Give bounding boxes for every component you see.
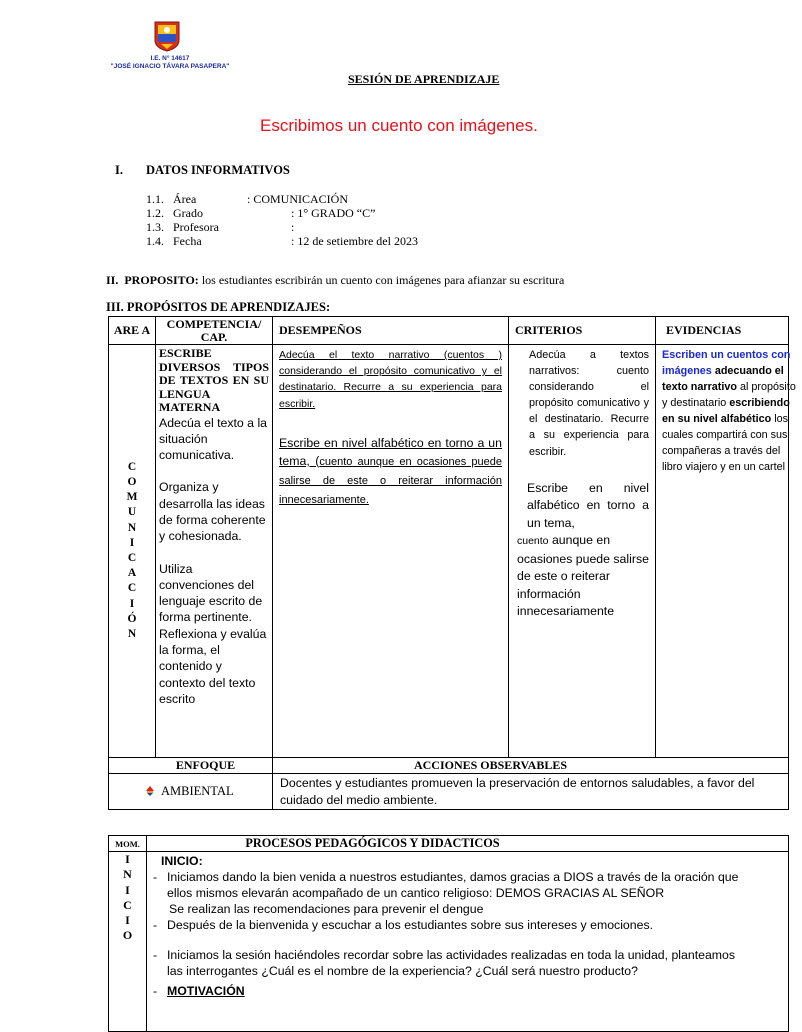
desempenos-cell — [273, 345, 509, 758]
capacidad-2: Organiza y desarrolla las ideas de forma coherente y cohesionada. — [159, 480, 266, 544]
col-evidencias: EVIDENCIAS — [656, 317, 789, 345]
procesos-bullet: - — [153, 918, 158, 932]
area-letter: C — [127, 460, 137, 473]
page-title: SESIÓN DE APRENDIZAJE — [348, 72, 500, 86]
acciones-header: ACCIONES OBSERVABLES — [273, 758, 789, 774]
enfoque-value: AMBIENTAL — [161, 784, 234, 799]
desempeno-2b: cuento aunque en ocasiones puede salirse de este o reiterar información innecesariamente. — [279, 456, 502, 507]
evidencias-text — [662, 347, 802, 475]
procesos-table — [108, 835, 789, 1032]
inicio-label: INICIO: — [161, 854, 203, 868]
capacidad-4: Reflexiona y evalúa la forma, el contenido y contexto del texto escrito — [159, 626, 267, 706]
procesos-line: Iniciamos dando la bien venida a nuestros estudiantes, damos gracias a DIOS a través de la oración que — [167, 870, 739, 884]
area-letter: C — [127, 552, 137, 564]
school-code: I.E. N° 14617 — [150, 55, 190, 62]
mom-letter: O — [122, 928, 133, 943]
datos-label-profesora: Profesora — [173, 220, 219, 234]
session-subtitle: Escribimos un cuento con imágenes. — [260, 116, 538, 135]
area-letter: C — [127, 582, 137, 595]
col-desempenos: DESEMPEÑOS — [273, 317, 509, 345]
datos-value-fecha: : 12 de setiembre del 2023 — [291, 234, 418, 248]
procesos-line: las interrogantes ¿Cuál es el nombre de la experiencia? ¿Cuál será nuestro producto? — [167, 964, 638, 978]
area-letter: M — [126, 491, 138, 504]
procesos-line: ellos mismos elevarán acompañado de un cantico religioso: DEMOS GRACIAS AL SEÑOR — [167, 886, 665, 900]
col-competencia: COMPETENCIA/ CAP. — [156, 317, 273, 345]
area-letter: Ó — [127, 612, 137, 625]
desempeno-2 — [279, 434, 502, 510]
procesos-line: Iniciamos la sesión haciéndoles recordar sobre las actividades realizadas en toda la unidad, planteamos — [167, 948, 736, 962]
mom-header: MOM. — [109, 836, 147, 852]
datos-value-area: : COMUNICACIÓN — [247, 192, 349, 206]
criterios-cell — [509, 345, 656, 758]
mom-inicio-cell — [109, 852, 147, 1032]
procesos-bullet: - — [153, 948, 158, 962]
competencia-cell — [156, 345, 273, 758]
criterio-2a: Escribe en nivel alfabético en torno a un tema, — [527, 480, 649, 530]
datos-num-2: 1.2. — [146, 206, 164, 220]
area-letter: I — [129, 597, 135, 610]
datos-value-grado: : 1° GRADO “C” — [291, 206, 376, 220]
mom-letter: C — [123, 897, 132, 912]
datos-num-3: 1.3. — [146, 220, 164, 234]
datos-label-grado: Grado — [173, 206, 203, 220]
mom-letter: N — [123, 867, 132, 882]
evidencia-titulo: Escriben un cuentos con imágenes — [662, 349, 791, 377]
procesos-line: Después de la bienvenida y escuchar a los estudiantes sobre sus intereses y emociones. — [167, 918, 654, 932]
school-name: "JOSÉ IGNACIO TÁVARA PASAPERA" — [110, 63, 230, 70]
datos-num-4: 1.4. — [146, 234, 164, 248]
enfoque-header: ENFOQUE — [109, 758, 273, 774]
proposito-text: los estudiantes escribirán un cuento con imágenes para afianzar su escritura — [201, 273, 565, 287]
evidencia-adecuando: adecuando el texto narrativo — [662, 365, 784, 393]
school-logo — [153, 20, 181, 52]
desempeno-2a: Escribe en nivel alfabético en torno a un tema, ( — [279, 435, 502, 469]
evidencias-cell — [656, 345, 796, 758]
acciones-value: Docentes y estudiantes promueven la preservación de entornos saludables, a favor del cuidado del medio ambiente. — [280, 776, 755, 807]
datos-label-area: Área — [173, 192, 197, 206]
proposito-numeral: II. — [106, 273, 119, 287]
datos-heading: DATOS INFORMATIVOS — [146, 163, 290, 177]
procesos-bullet: - — [153, 870, 158, 884]
area-letter: I — [129, 536, 135, 549]
enfoque-arrow-icon — [145, 783, 155, 801]
datos-value-profesora: : — [291, 220, 295, 234]
procesos-content — [147, 852, 789, 1032]
datos-numeral: I. — [115, 163, 123, 177]
propositos-table — [108, 316, 796, 810]
evidencia-proposito: al propósito y destinatario — [662, 381, 796, 409]
procesos-bullet: - — [153, 984, 158, 998]
enfoque-cell — [109, 774, 273, 810]
datos-label-fecha: Fecha — [173, 234, 202, 248]
area-cell — [109, 345, 156, 758]
mom-letter: I — [125, 913, 130, 928]
area-letter: N — [127, 628, 137, 641]
area-letter: O — [127, 475, 137, 488]
desempeno-1: Adecúa el texto narrativo (cuentos ) considerando el propósito comunicativo y el destinatario. Recurre a su experiencia para escribir. — [279, 349, 502, 410]
procesos-line: Se realizan las recomendaciones para prevenir el dengue — [169, 902, 484, 916]
col-criterios: CRITERIOS — [509, 317, 656, 345]
criterio-2 — [517, 480, 649, 621]
mom-letter: I — [125, 882, 130, 897]
propositos-heading: III. PROPÓSITOS DE APRENDIZAJES: — [106, 300, 331, 314]
competencia-title: ESCRIBE DIVERSOS TIPOS DE TEXTOS EN SU LENGUA MATERNA — [159, 346, 269, 414]
area-vertical-label — [109, 460, 155, 642]
col-area: ARE A — [109, 317, 156, 345]
procesos-header: PROCESOS PEDAGÓGICOS Y DIDACTICOS — [147, 836, 789, 852]
mom-inicio-vertical — [109, 852, 146, 944]
acciones-cell — [273, 774, 789, 810]
procesos-line: MOTIVACIÓN — [167, 984, 245, 998]
evidencia-escribiendo: escribiendo en su nivel alfabético — [662, 397, 790, 425]
criterio-2c: aunque en ocasiones puede salirse de este o reiterar información innecesariamente — [517, 533, 649, 619]
mom-letter: I — [125, 852, 130, 866]
criterio-1: Adecúa a textos narrativos: cuento considerando el propósito comunicativo y el destinatario. Recurre a su experiencia para escribir. — [529, 349, 649, 458]
evidencia-compartira: los cuales compartirá con sus compañeras a través del libro viajero y en un cartel — [662, 413, 789, 473]
capacidad-1: Adecúa el texto a la situación comunicativa. — [159, 415, 268, 463]
area-letter: A — [127, 567, 137, 580]
area-letter: U — [127, 506, 137, 519]
proposito-label: PROPOSITO: — [124, 273, 199, 287]
capacidad-3: Utiliza convenciones del lenguaje escrito de forma pertinente. — [159, 561, 263, 625]
area-letter: N — [127, 521, 137, 534]
datos-num-1: 1.1. — [146, 192, 164, 206]
criterio-2b: cuento — [517, 535, 549, 548]
proposito-line — [106, 273, 564, 288]
